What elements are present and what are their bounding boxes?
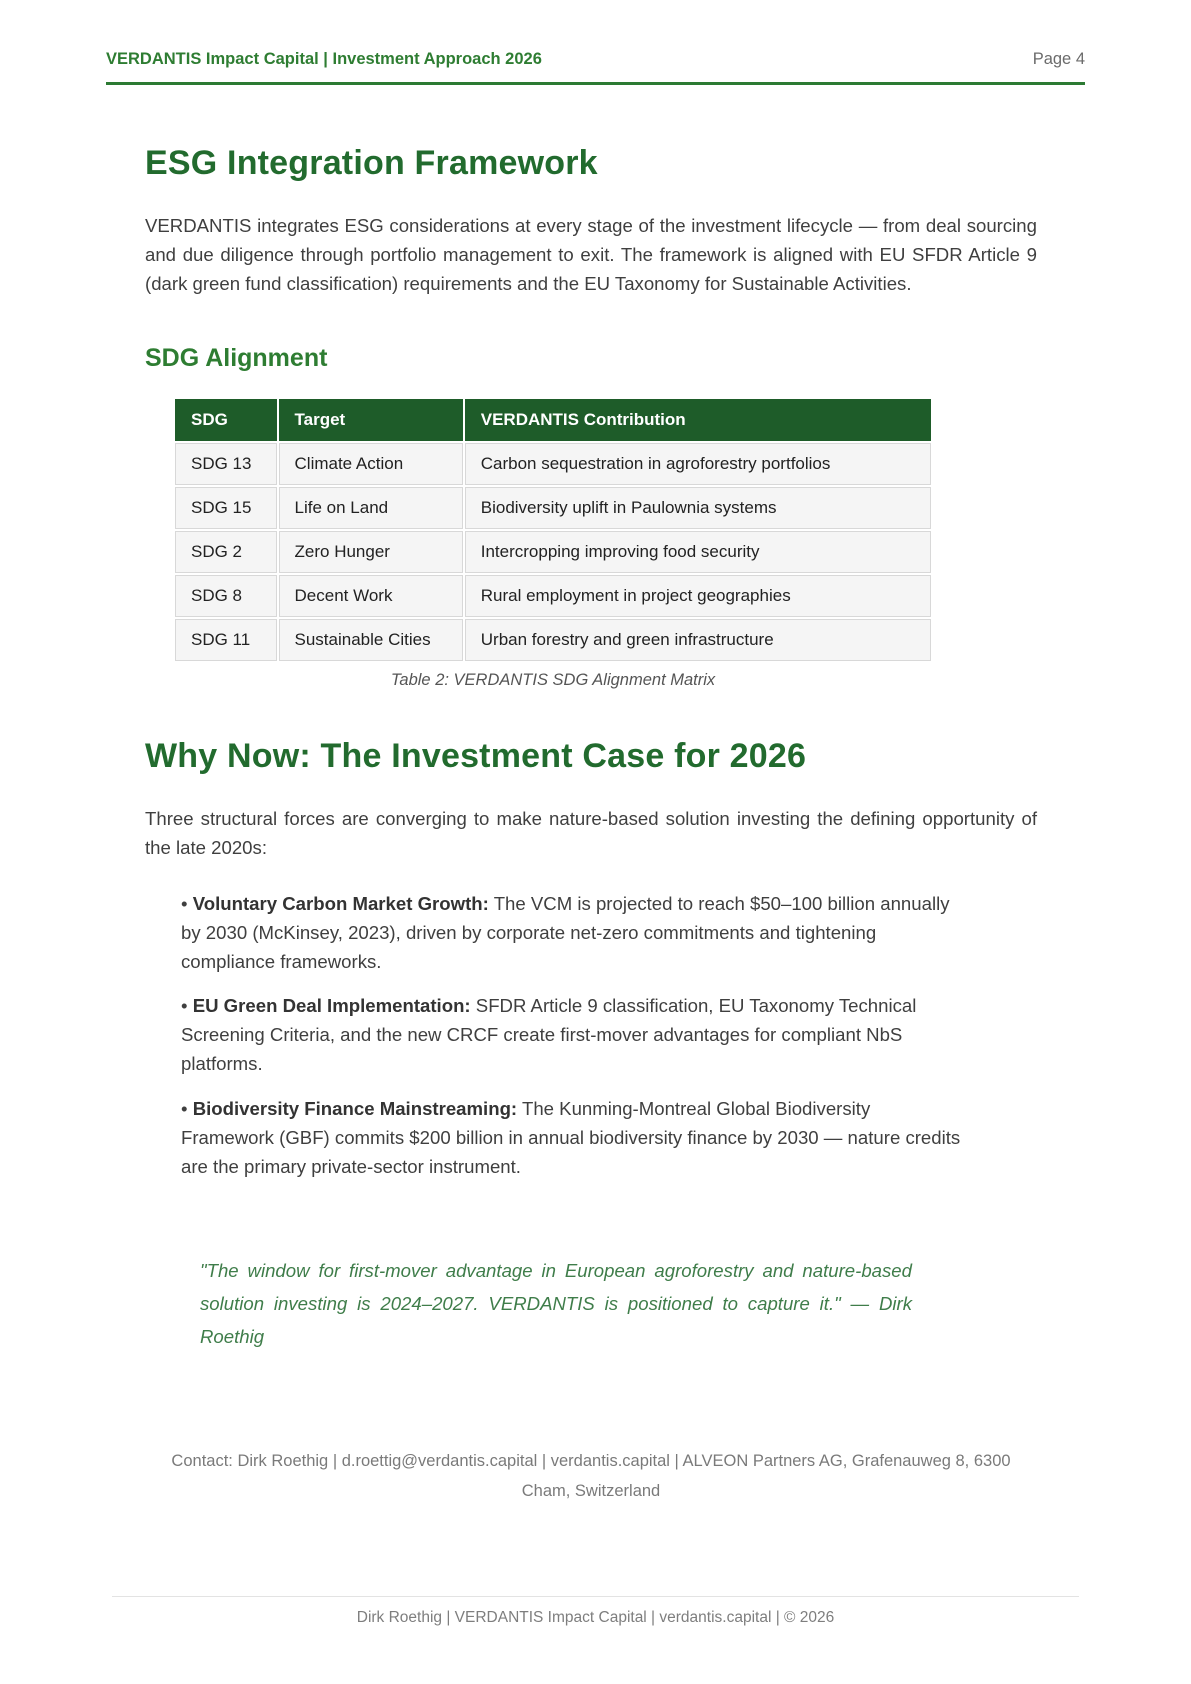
pull-quote: "The window for first-mover advantage in European agroforestry and nature-based solution investing is 2024–2027. VERDANTIS is positioned to capture it." — Dirk Roethig	[200, 1260, 912, 1348]
table-header-target: Target	[279, 399, 463, 441]
table-caption: Table 2: VERDANTIS SDG Alignment Matrix	[390, 671, 716, 690]
bullet-item-biodiversity-finance	[181, 1094, 961, 1182]
bullet-text: The VCM is projected to reach $50–100 billion annually by 2030 (McKinsey, 2023), driven by corporate net-zero commitments and tightening compliance frameworks.	[181, 892, 950, 972]
sdg-alignment-heading: SDG Alignment	[145, 344, 328, 373]
table-row	[175, 443, 931, 485]
page-footer	[112, 1596, 1079, 1627]
table-row	[175, 575, 931, 617]
why-now-intro: Three structural forces are converging to make nature-based solution investing the defining opportunity of the late 2020s:	[145, 808, 1037, 859]
esg-section-paragraph: VERDANTIS integrates ESG considerations at every stage of the investment lifecycle — from deal sourcing and due diligence through portfolio management to exit. The framework is aligned with EU SFDR Article 9 (dark green fund classification) requirements and the EU Taxonomy for Sustainable Activities.	[145, 214, 1037, 295]
table-header-row	[175, 399, 931, 441]
bullet-label: Voluntary Carbon Market Growth:	[192, 892, 489, 914]
esg-section-heading: ESG Integration Framework	[145, 144, 598, 182]
table-cell: Carbon sequestration in agroforestry portfolios	[465, 443, 931, 485]
bullet-text: The Kunming-Montreal Global Biodiversity Framework (GBF) commits $200 billion in annual biodiversity finance by 2030 — nature credits are the primary private-sector instrument.	[181, 1097, 961, 1178]
table-cell: SDG 15	[175, 487, 277, 529]
contact-line: Contact: Dirk Roethig | d.roettig@verdantis.capital | verdantis.capital | ALVEON Partners AG, Grafenauweg 8, 6300 Cham, Switzerland	[171, 1451, 1011, 1501]
bullet-marker: •	[181, 995, 188, 1017]
sdg-table-wrapper	[173, 397, 933, 663]
table-row	[175, 487, 931, 529]
table-cell: Zero Hunger	[279, 531, 463, 573]
table-cell: Life on Land	[279, 487, 463, 529]
footer-text: Dirk Roethig | VERDANTIS Impact Capital | verdantis.capital | © 2026	[356, 1609, 835, 1626]
bullet-label: EU Green Deal Implementation:	[192, 995, 471, 1017]
table-row	[175, 531, 931, 573]
table-cell: SDG 8	[175, 575, 277, 617]
bullet-item-vcm-growth	[181, 889, 961, 977]
table-row	[175, 619, 931, 661]
why-now-bullet-list	[181, 889, 961, 1182]
header-title: VERDANTIS Impact Capital | Investment Approach 2026	[106, 50, 542, 68]
bullet-text: SFDR Article 9 classification, EU Taxonomy Technical Screening Criteria, and the new CRCF create first-mover advantages for compliant NbS platforms.	[181, 995, 917, 1075]
sdg-alignment-table	[173, 397, 933, 663]
bullet-label: Biodiversity Finance Mainstreaming:	[192, 1097, 518, 1119]
table-cell: SDG 2	[175, 531, 277, 573]
table-cell: SDG 11	[175, 619, 277, 661]
table-cell: Biodiversity uplift in Paulownia systems	[465, 487, 931, 529]
table-cell: Climate Action	[279, 443, 463, 485]
table-cell: Urban forestry and green infrastructure	[465, 619, 931, 661]
table-cell: SDG 13	[175, 443, 277, 485]
table-cell: Decent Work	[279, 575, 463, 617]
table-cell: Intercropping improving food security	[465, 531, 931, 573]
bullet-marker: •	[181, 1097, 188, 1119]
bullet-marker: •	[181, 892, 188, 914]
table-header-sdg: SDG	[175, 399, 277, 441]
table-cell: Sustainable Cities	[279, 619, 463, 661]
why-now-heading: Why Now: The Investment Case for 2026	[145, 737, 807, 776]
page-body	[145, 83, 1037, 1507]
bullet-item-eu-green-deal	[181, 991, 961, 1079]
page-number: Page 4	[1032, 50, 1085, 68]
table-cell: Rural employment in project geographies	[465, 575, 931, 617]
table-header-contribution: VERDANTIS Contribution	[465, 399, 931, 441]
page-header	[106, 50, 1085, 85]
